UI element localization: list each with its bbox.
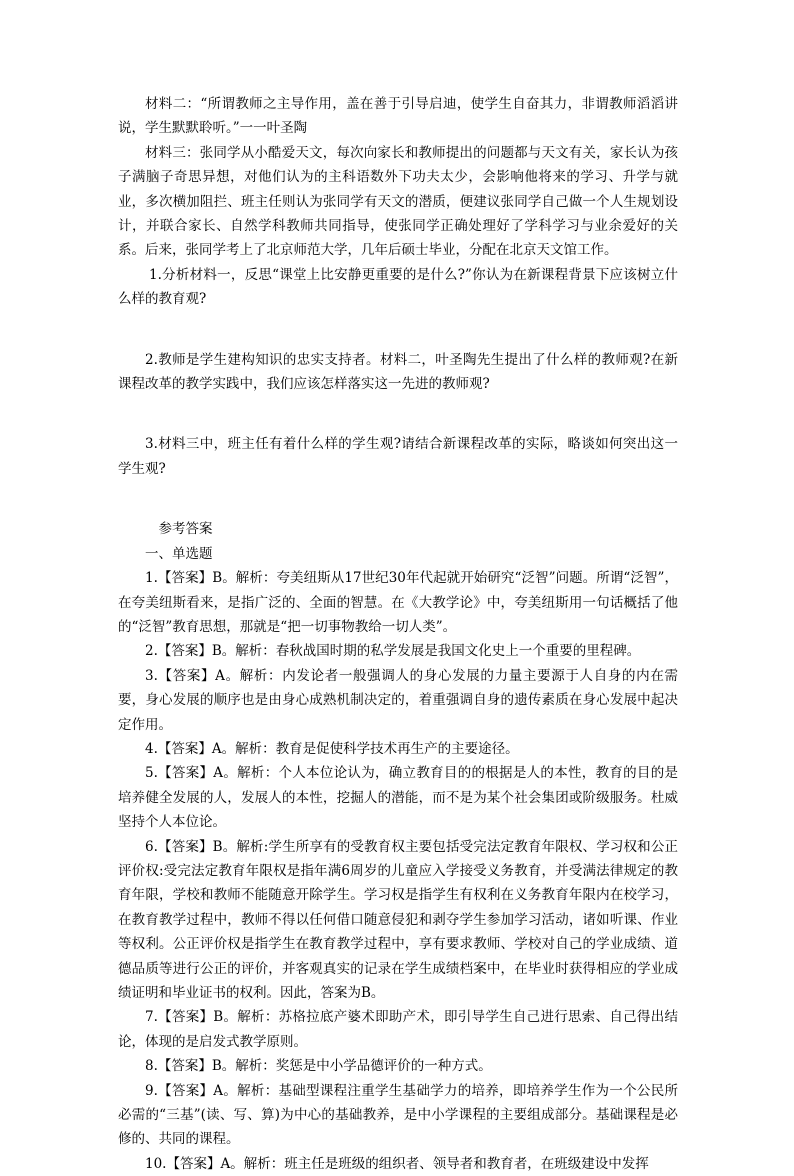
answer-item: 2.【答案】B。解析：春秋战国时期的私学发展是我国文化史上一个重要的里程碑。 <box>145 643 641 660</box>
answers-title: 参考答案 <box>158 521 213 538</box>
answer-item: 5.【答案】A。解析：个人本位论认为，确立教育目的的根据是人的本性，教育的目的是培养健全发展的人，发展人的本性，挖掘人的潜能，而不是为某个社会集团或阶级服务。杜威坚持个人本位论。 <box>118 765 678 831</box>
answer-item: 4.【答案】A。解析：教育是促使科学技术再生产的主要途径。 <box>145 740 519 757</box>
answer-item: 9.【答案】A。解析：基础型课程注重学生基础学力的培养，即培养学生作为一个公民所必需的“三基”(读、写、算)为中心的基础教养，是中小学课程的主要组成部分。基础课程是必修的、共同的课程。 <box>118 1082 678 1148</box>
question-2: 2.教师是学生建构知识的忠实支持者。材料二，叶圣陶先生提出了什么样的教师观?在新课程改革的教学实践中，我们应该怎样落实这一先进的教师观? <box>118 351 678 393</box>
answer-item: 8.【答案】B。解析：奖惩是中小学品德评价的一种方式。 <box>145 1058 492 1075</box>
question-3: 3.材料三中，班主任有着什么样的学生观?请结合新课程改革的实际，略谈如何突出这一学生观? <box>118 436 678 477</box>
answer-item: 1.【答案】B。解析：夸美纽斯从17世纪30年代起就开始研究“泛智”问题。所谓“泛智”，在夸美纽斯看来，是指广泛的、全面的智慧。在《大教学论》中，夸美纽斯用一句话概括了他的“泛智”教育思想，那就是“把一切事物教给一切人类”。 <box>118 570 678 635</box>
answer-item: 10.【答案】A。解析：班主任是班级的组织者、领导者和教育者，在班级建设中发挥 <box>145 1155 649 1172</box>
material-three: 材料三：张同学从小酷爱天文，每次向家长和教师提出的问题都与天文有关，家长认为孩子满脑子奇思异想，对他们认为的主科语数外下功夫太少，会影响他将来的学习、升学与就业，多次横加阻拦、班主任则认为张同学有天文的潜质，便建议张同学自己做一个人生规划设计，并联合家长、自然学科教师共同指导，使张同学正确处理好了学科学习与业余爱好的关系。后来，张同学考上了北京师范大学，几年后硕士毕业，分配在北京天文馆工作。 <box>118 144 678 259</box>
answer-space <box>118 396 678 432</box>
answer-space <box>118 481 678 517</box>
answer-item: 3.【答案】A。解析：内发论者一般强调人的身心发展的力量主要源于人自身的内在需要，身心发展的顺序也是由身心成熟机制决定的，着重强调自身的遗传素质在身心发展中起决定作用。 <box>118 667 678 733</box>
document-body <box>118 92 678 1176</box>
answer-item: 6.【答案】B。解析:学生所享有的受教育权主要包括受完法定教育年限权、学习权和公正评价权:受完法定教育年限权是指年满6周岁的儿童应入学接受义务教育，并受满法律规定的教育年限，学校和教师不能随意开除学生。学习权是指学生有权利在义务教育年限内在校学习，在教育教学过程中，教师不得以任何借口随意侵犯和剥夺学生参加学习活动，诸如听课、作业等权利。公正评价权是指学生在教育教学过程中，享有要求教师、学校对自己的学业成绩、道德品质等进行公正的评价，并客观真实的记录在学生成绩档案中，在毕业时获得相应的学业成绩证明和毕业证书的权利。因此，答案为B。 <box>118 838 678 1001</box>
section-title: 一、单选题 <box>145 545 213 562</box>
answer-item: 7.【答案】B。解析：苏格拉底产婆术即助产术，即引导学生自己进行思索、自己得出结论，体现的是启发式教学原则。 <box>118 1009 678 1050</box>
material-two: 材料二：“所谓教师之主导作用，盖在善于引导启迪，使学生自奋其力，非谓教师滔滔讲说，学生默默聆听。”一一叶圣陶 <box>118 96 678 137</box>
answer-space <box>118 312 678 348</box>
question-1: 1.分析材料一，反思“课堂上比安静更重要的是什么?”你认为在新课程背景下应该树立什么样的教育观? <box>118 266 678 308</box>
